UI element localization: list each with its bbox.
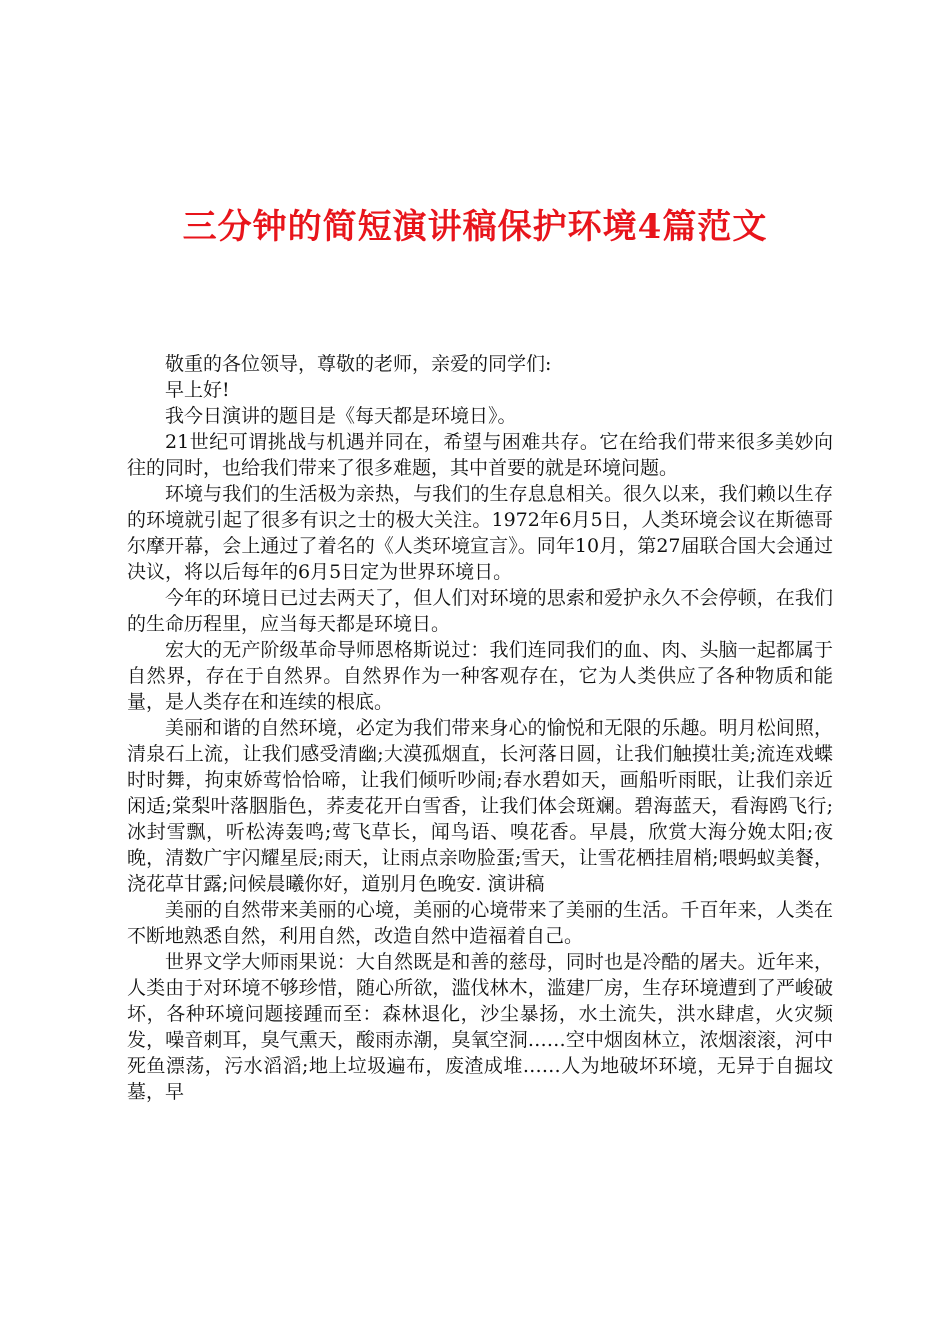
paragraph-topic: 我今日演讲的题目是《每天都是环境日》。 (165, 405, 517, 427)
document-title: 三分钟的简短演讲稿保护环境4篇范文 (182, 207, 768, 247)
paragraph-greeting: 敬重的各位领导，尊敬的老师，亲爱的同学们: (165, 353, 552, 375)
paragraph-every-day: 今年的环境日已过去两天了，但人们对环境的思索和爱护永久不会停顿，在我们的生命历程里，应当每天都是环境日。 (127, 587, 833, 635)
paragraph-beautiful-nature: 美丽和谐的自然环境，必定为我们带来身心的愉悦和无限的乐趣。明月松间照，清泉石上流，让我们感受清幽;大漠孤烟直，长河落日圆，让我们触摸壮美;流连戏蝶时时舞，拘束娇莺恰恰啼，让我们倾听吵闹;春水碧如天，画船听雨眠，让我们亲近闲适;棠梨叶落胭脂色，荞麦花开白雪香，让我们体会斑斓。碧海蓝天，看海鸥飞行;冰封雪飘，听松涛轰鸣;莺飞草长，闻鸟语、嗅花香。早晨，欣赏大海分娩太阳;夜晚，清数广宇闪耀星辰;雨天，让雨点亲吻脸蛋;雪天，让雪花栖挂眉梢;喂蚂蚁美餐，浇花草甘露;问候晨曦你好，道别月色晚安. 演讲稿 (127, 717, 833, 895)
paragraph-beautiful-mood: 美丽的自然带来美丽的心境，美丽的心境带来了美丽的生活。千百年来，人类在不断地熟悉自然，利用自然，改造自然中造福着自己。 (127, 899, 833, 947)
paragraph-21st-century: 21世纪可谓挑战与机遇并同在，希望与困难共存。它在给我们带来很多美妙向往的同时，也给我们带来了很多难题，其中首要的就是环境问题。 (127, 431, 833, 479)
paragraph-good-morning: 早上好! (165, 379, 230, 401)
paragraph-environment-day-history: 环境与我们的生活极为亲热，与我们的生存息息相关。很久以来，我们赖以生存的环境就引起了很多有识之士的极大关注。1972年6月5日，人类环境会议在斯德哥尔摩开幕，会上通过了着名的《人类环境宣言》。同年10月，第27届联合国大会通过决议，将以后每年的6月5日定为世界环境日。 (127, 483, 833, 583)
paragraph-engels-quote: 宏大的无产阶级革命导师恩格斯说过：我们连同我们的血、肉、头脑一起都属于自然界，存在于自然界。自然界作为一种客观存在，它为人类供应了各种物质和能量，是人类存在和连续的根底。 (127, 639, 833, 713)
paragraph-hugo-quote: 世界文学大师雨果说：大自然既是和善的慈母，同时也是冷酷的屠夫。近年来，人类由于对环境不够珍惜，随心所欲，滥伐林木，滥建厂房，生存环境遭到了严峻破坏，各种环境问题接踵而至：森林退化，沙尘暴扬，水土流失，洪水肆虐，火灾频发，噪音刺耳，臭气熏天，酸雨赤潮，臭氧空洞……空中烟囱林立，浓烟滚滚，河中死鱼漂荡，污水滔滔;地上垃圾遍布，废渣成堆……人为地破坏环境，无异于自掘坟墓，早 (127, 951, 833, 1103)
document-body (127, 351, 833, 1105)
